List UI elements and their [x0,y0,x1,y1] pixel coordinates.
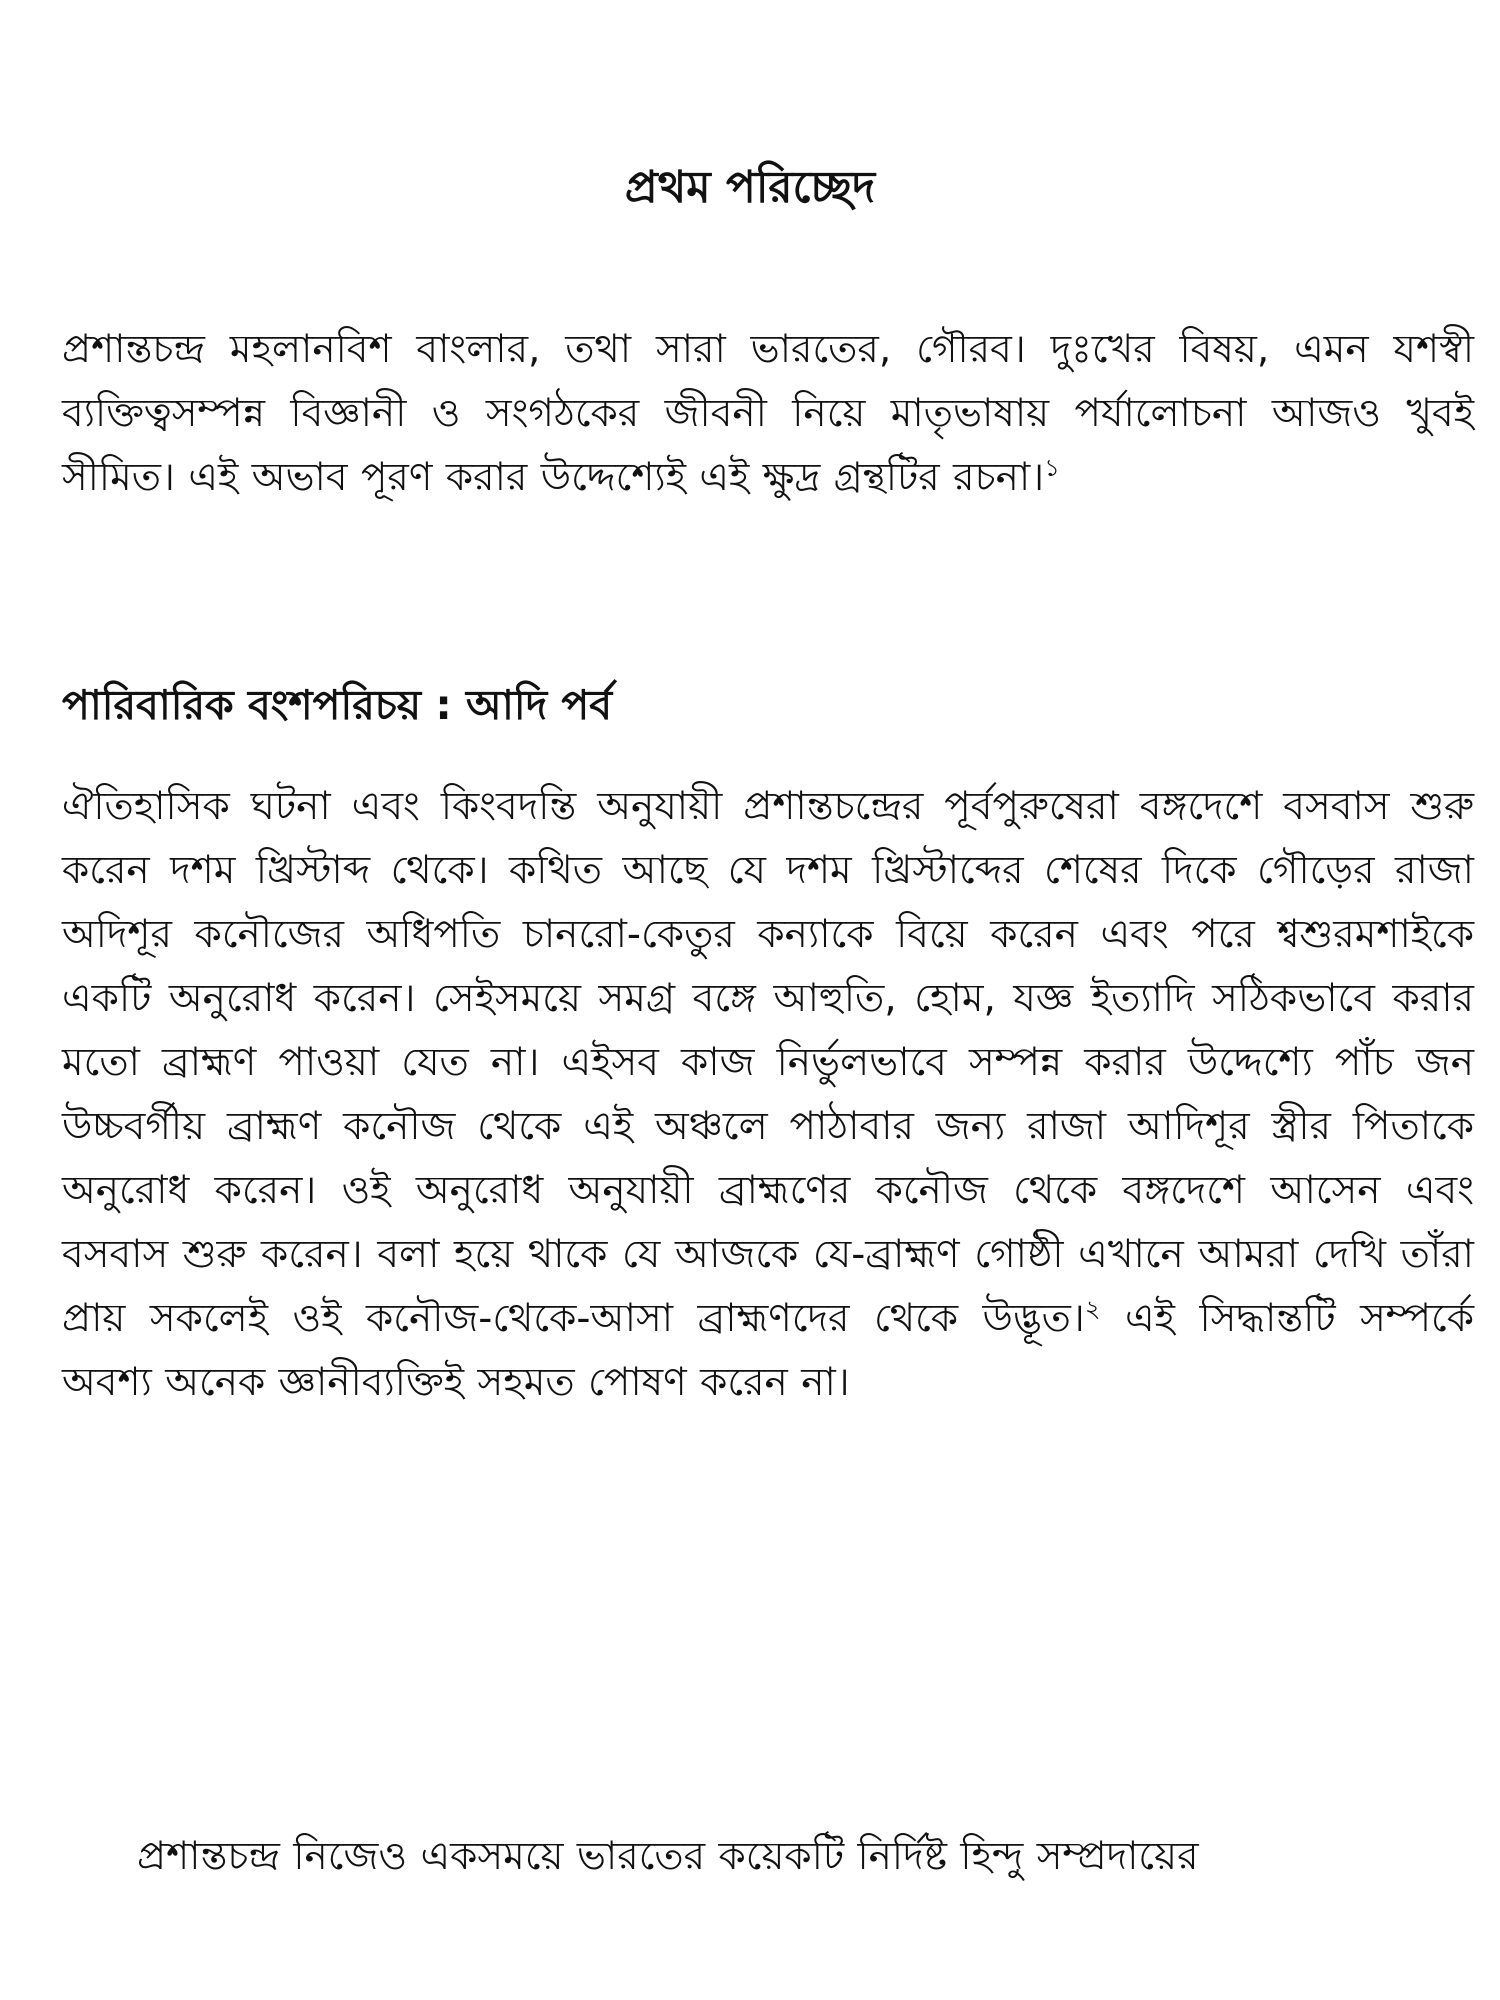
section-heading: পারিবারিক বংশপরিচয় : আদি পর্ব [62,681,613,729]
intro-paragraph [62,318,1474,510]
last-paragraph: প্রশান্তচন্দ্র নিজেও একসময়ে ভারতের কয়েকটি নির্দিষ্ট হিন্দু সম্প্রদায়ের [137,1834,1199,1879]
footnote-mark-1: ১ [1044,454,1060,482]
section-paragraph [62,775,1474,1415]
intro-text: প্রশান্তচন্দ্র মহলানবিশ বাংলার, তথা সারা ভারতের, গৌরব। দুঃখের বিষয়, এমন যশস্বী ব্যক্তিত্বসম্পন্ন বিজ্ঞানী ও সংগঠকের জীবনী নিয়ে মাতৃভাষায় পর্যালোচনা আজও খুবই সীমিত। এই অভাব পূরণ করার উদ্দেশ্যেই এই ক্ষুদ্র গ্রন্থটির রচনা। [62,327,1474,500]
chapter-title: প্রথম পরিচ্ছেদ [624,162,876,213]
section-text-after-note: এই সিদ্ধান্তটি সম্পর্কে অবশ্য অনেক জ্ঞানীব্যক্তিই সহমত পোষণ করেন না। [62,1296,1474,1405]
section-text-before-note: ঐতিহাসিক ঘটনা এবং কিংবদন্তি অনুযায়ী প্রশান্তচন্দ্রের পূর্বপুরুষেরা বঙ্গদেশে বসবাস শুরু করেন দশম খ্রিস্টাব্দ থেকে। কথিত আছে যে দশম খ্রিস্টাব্দের শেষের দিকে গৌড়ের রাজা অদিশূর কনৌজের অধিপতি চানরো-কেতুর কন্যাকে বিয়ে করেন এবং পরে শ্বশুরমশাইকে একটি অনুরোধ করেন। সেইসময়ে সমগ্র বঙ্গে আহুতি, হোম, যজ্ঞ ইত্যাদি সঠিকভাবে করার মতো ব্রাহ্মণ পাওয়া যেত না। এইসব কাজ নির্ভুলভাবে সম্পন্ন করার উদ্দেশ্যে পাঁচ জন উচ্চবর্গীয় ব্রাহ্মণ কনৌজ থেকে এই অঞ্চলে পাঠাবার জন্য রাজা আদিশূর স্ত্রীর পিতাকে অনুরোধ করেন। ওই অনুরোধ অনুযায়ী ব্রাহ্মণের কনৌজ থেকে বঙ্গদেশে আসেন এবং বসবাস শুরু করেন। বলা হয়ে থাকে যে আজকে যে-ব্রাহ্মণ গোষ্ঠী এখানে আমরা দেখি তাঁরা প্রায় সকলেই ওই কনৌজ-থেকে-আসা ব্রাহ্মণদের থেকে উদ্ভূত। [62,784,1474,1341]
footnote-mark-2: ২ [1084,1295,1101,1323]
